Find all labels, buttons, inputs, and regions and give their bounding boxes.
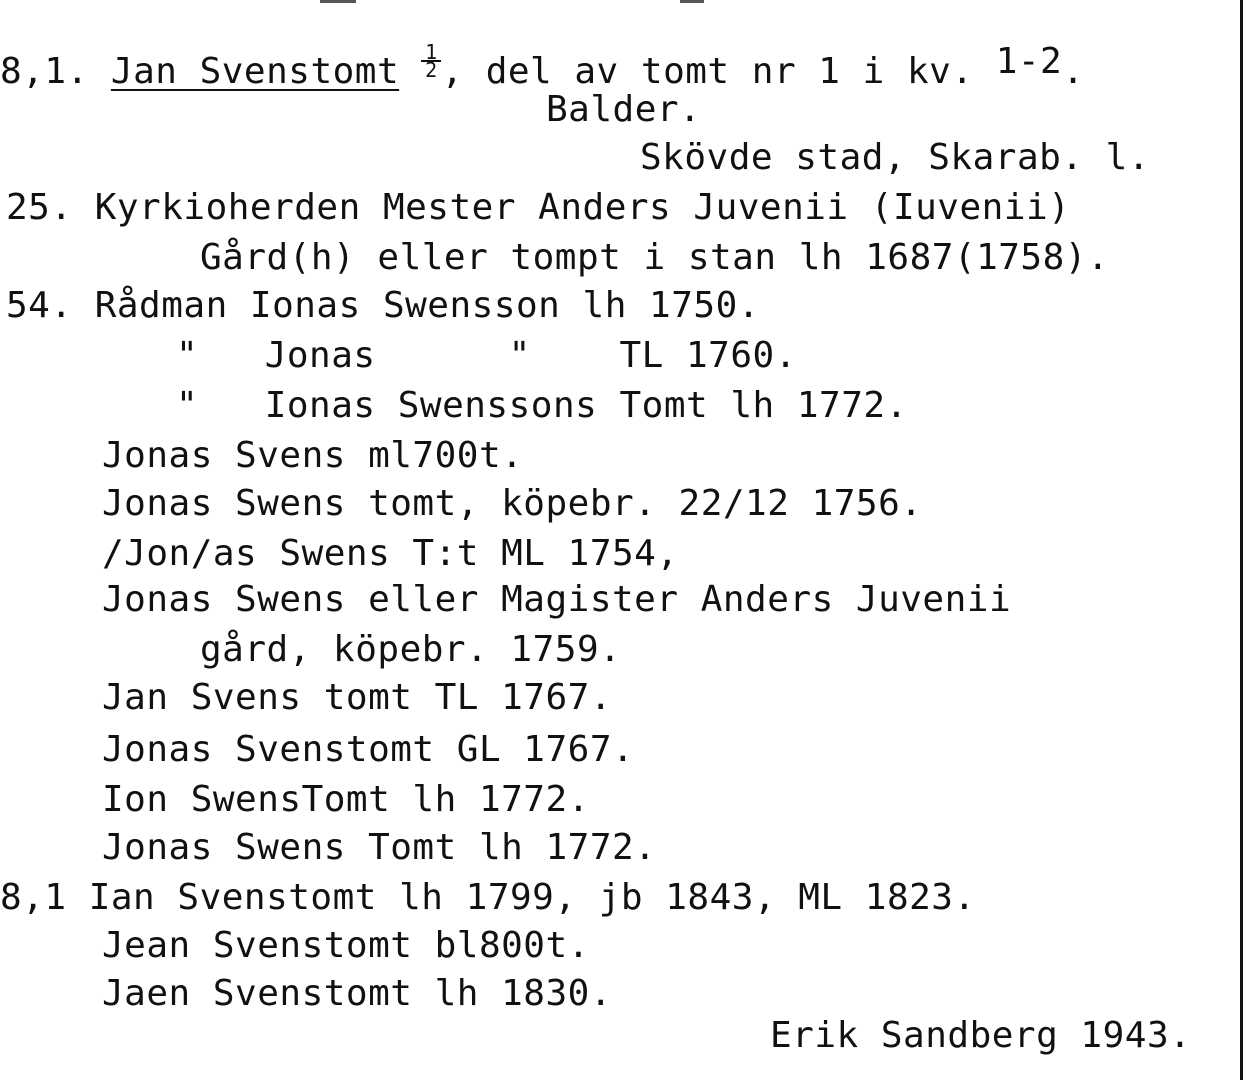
- fraction-numerator: 1: [421, 44, 441, 62]
- record-line: Jonas Swens Tomt lh 1772.: [102, 827, 657, 868]
- record-line: " Jonas " TL 1760.: [176, 335, 797, 376]
- record-line: Jean Svenstomt bl800t.: [102, 925, 590, 966]
- record-line: Jonas Svenstomt GL 1767.: [102, 729, 635, 770]
- location: Skövde stad, Skarab. l.: [640, 137, 1150, 178]
- record-line: Jonas Swens tomt, köpebr. 22/12 1756.: [102, 483, 923, 524]
- author-signature: Erik Sandberg 1943.: [770, 1015, 1192, 1056]
- record-line: Ion SwensTomt lh 1772.: [102, 779, 590, 820]
- heading-end: .: [1062, 51, 1085, 92]
- fraction: [421, 40, 441, 82]
- record-line: Jonas Svens ml700t.: [102, 435, 524, 476]
- card-right-edge: [1240, 0, 1243, 1080]
- record-line: /Jon/as Swens T:t ML 1754,: [102, 533, 679, 574]
- record-line: Jan Svens tomt TL 1767.: [102, 677, 612, 718]
- block-name: Balder.: [546, 89, 702, 130]
- record-line: gård, köpebr. 1759.: [200, 629, 622, 670]
- record-line: " Ionas Swenssons Tomt lh 1772.: [176, 385, 908, 426]
- record-line: 8,1 Ian Svenstomt lh 1799, jb 1843, ML 1823.: [0, 877, 976, 918]
- entry-heading: [0, 40, 1085, 92]
- record-line: Jonas Swens eller Magister Anders Juvenii: [102, 579, 1012, 620]
- record-line: 54. Rådman Ionas Swensson lh 1750.: [6, 285, 760, 326]
- scan-mark: [680, 0, 704, 3]
- heading-rest: , del av tomt nr 1 i kv.: [441, 51, 996, 92]
- record-line: Gård(h) eller tompt i stan lh 1687(1758).: [200, 237, 1110, 278]
- entry-number: 8,1.: [0, 51, 89, 92]
- property-name: Jan Svenstomt: [110, 51, 400, 92]
- block-number: 1-2: [995, 41, 1063, 82]
- record-line: 25. Kyrkioherden Mester Anders Juvenii (Iuvenii): [6, 187, 1071, 228]
- scan-mark: [320, 0, 356, 3]
- fraction-denominator: 2: [425, 58, 438, 82]
- record-line: Jaen Svenstomt lh 1830.: [102, 973, 612, 1014]
